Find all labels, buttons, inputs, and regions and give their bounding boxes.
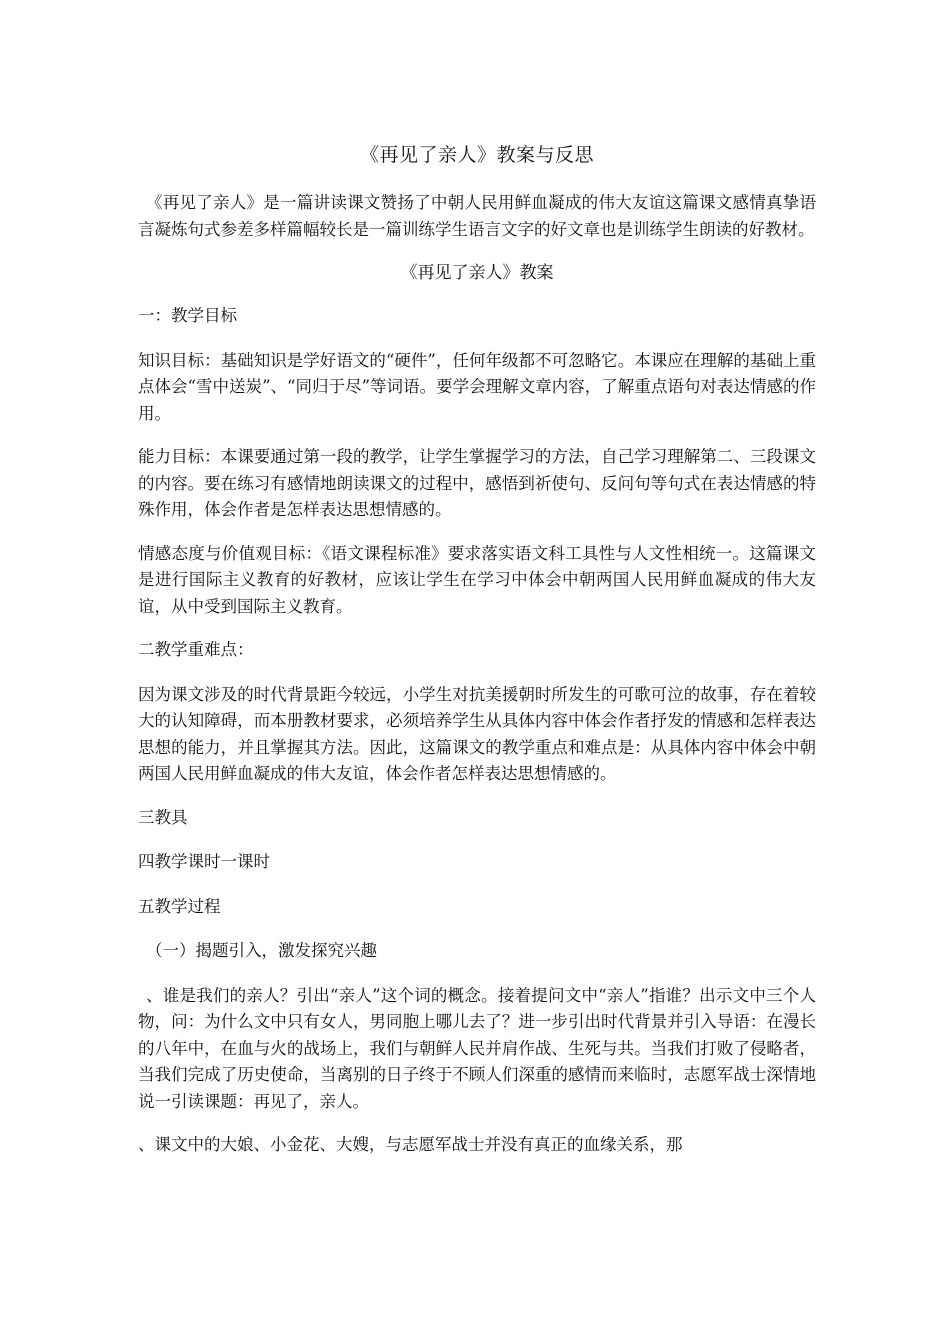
knowledge-goal-paragraph: 知识目标：基础知识是学好语文的“硬件”，任何年级都不可忽略它。本课应在理解的基础上重点体会“雪中送炭”、“同归于尽”等词语。要学会理解文章内容，了解重点语句对表达情感的作用。	[138, 350, 816, 423]
emotion-goal-paragraph: 情感态度与价值观目标：《语文课程标准》要求落实语文科工具性与人文性相统一。这篇课文是进行国际主义教育的好教材，应该让学生在学习中体会中朝两国人民用鲜血凝成的伟大友谊，从中受到国际主义教育。	[138, 543, 816, 616]
lesson-plan-subtitle: 《再见了亲人》教案	[400, 263, 554, 283]
section-heading-teaching-goals: 一：教学目标	[138, 306, 237, 325]
section-heading-class-hours: 四教学课时一课时	[138, 852, 270, 871]
document-body	[138, 140, 816, 1159]
section-heading-teaching-aids: 三教具	[138, 807, 188, 827]
document-title: 《再见了亲人》教案与反思	[359, 144, 594, 166]
ability-goal-paragraph: 能力目标：本课要通过第一段的教学，让学生掌握学习的方法，自己学习理解第二、三段课文的内容。要在练习有感情地朗读课文的过程中，感悟到祈使句、反问句等句式在表达情感的特殊作用，体会作者是怎样表达思想情感的。	[138, 447, 816, 519]
section-heading-key-difficulties: 二教学重难点：	[138, 640, 254, 659]
step-one-item-one: 、谁是我们的亲人？引出“亲人”这个词的概念。接着提问文中“亲人”指谁？出示文中三个人物，问：为什么文中只有女人，男同胞上哪儿去了？进一步引出时代背景并引入导语：在漫长的八年中，在血与火的战场上，我们与朝鲜人民并肩作战、生死与共。当我们打败了侵略者，当我们完成了历史使命，当离别的日子终于不顾人们深重的感情而来临时，志愿军战士深情地说一引读课题：再见了，亲人。	[138, 985, 816, 1111]
step-one-item-two: 、课文中的大娘、小金花、大嫂，与志愿军战士并没有真正的血缘关系，那	[138, 1135, 683, 1154]
difficulties-paragraph: 因为课文涉及的时代背景距今较远，小学生对抗美援朝时所发生的可歌可泣的故事，存在着较大的认知障碍，而本册教材要求，必须培养学生从具体内容中体会作者抒发的情感和怎样表达思想的能力，并且掌握其方法。因此，这篇课文的教学重点和难点是：从具体内容中体会中朝两国人民用鲜血凝成的伟大友谊，体会作者怎样表达思想情感的。	[138, 684, 816, 783]
intro-paragraph: 《再见了亲人》是一篇讲读课文赞扬了中朝人民用鲜血凝成的伟大友谊这篇课文感情真挚语言凝炼句式参差多样篇幅较长是一篇训练学生语言文字的好文章也是训练学生朗读的好教材。	[138, 193, 816, 239]
step-one-heading: （一）揭题引入，激发探究兴趣	[146, 941, 377, 960]
section-heading-teaching-process: 五教学过程	[138, 896, 221, 916]
